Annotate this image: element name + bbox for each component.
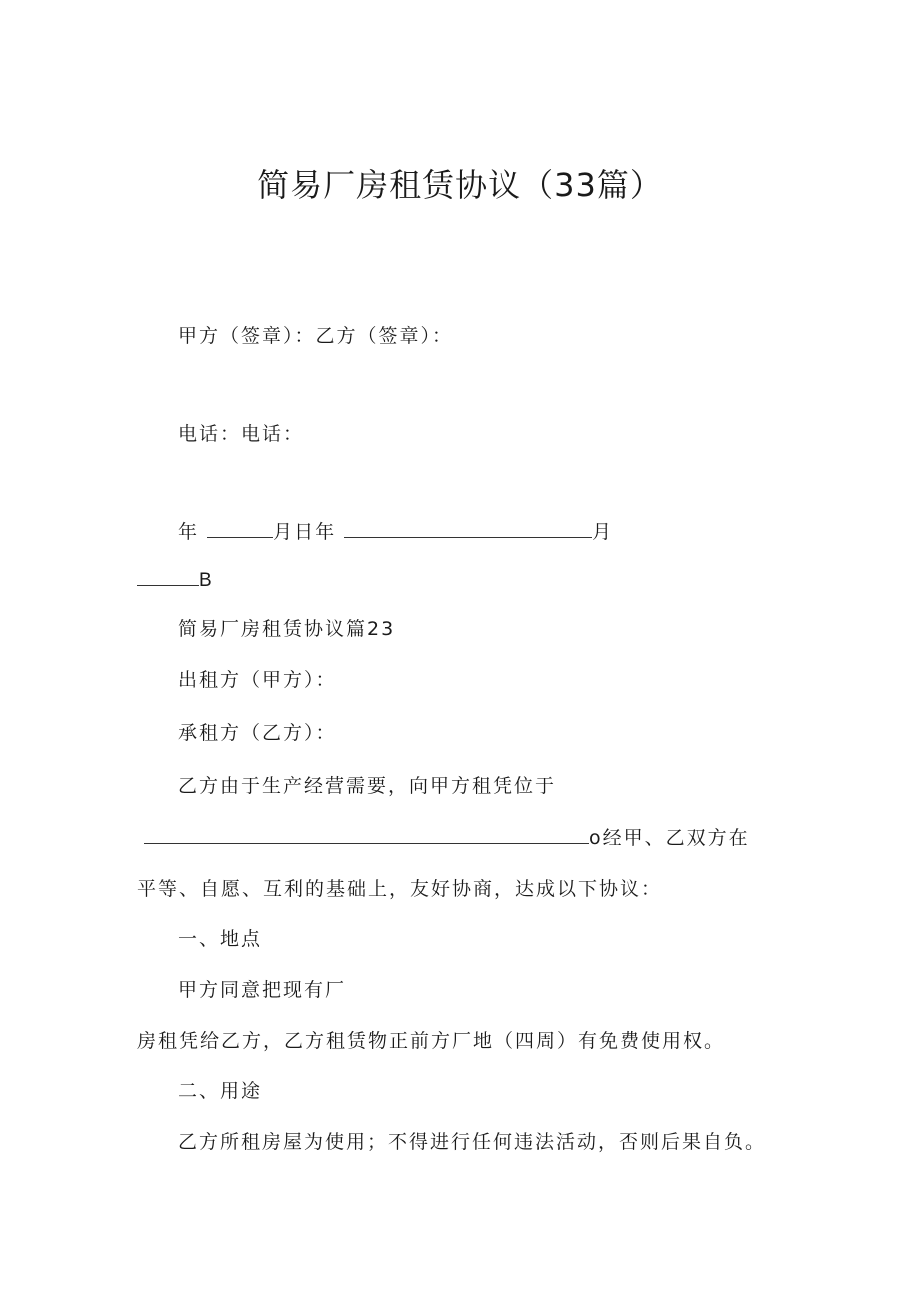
date-end: 月 [592, 521, 614, 543]
signature-date-line [178, 520, 613, 544]
date-suffix: B [199, 570, 212, 591]
date-blank-2 [344, 520, 592, 538]
lessee-label: 承租方（乙方）： [178, 722, 337, 744]
intro-line-1: 乙方由于生产经营需要，向甲方租凭位于 [178, 775, 557, 797]
clause-2-text: 乙方所租房屋为使用；不得进行任何违法活动，否则后果自负。 [178, 1131, 767, 1153]
lessor-label: 出租方（甲方）： [178, 669, 337, 691]
signature-parties: 甲方（签章）：乙方（签章）： [178, 325, 454, 347]
date-blank-1 [207, 520, 273, 538]
date-prefix: 年 [178, 521, 200, 543]
intro-line-2 [144, 826, 750, 850]
clause-2-heading: 二、用途 [178, 1080, 263, 1102]
clause-1-text-line-1: 甲方同意把现有厂 [178, 979, 347, 1001]
document-title: 简易厂房租赁协议（33篇） [257, 166, 663, 204]
clause-1-heading: 一、地点 [178, 928, 263, 950]
date-blank-3 [137, 568, 199, 586]
date-mid: 月日年 [273, 521, 337, 543]
signature-phones: 电话：电话： [178, 423, 305, 445]
intro-line-3: 平等、自愿、互利的基础上，友好协商，达成以下协议： [137, 878, 663, 900]
section-heading: 简易厂房租赁协议篇23 [178, 618, 396, 640]
location-blank [144, 826, 589, 844]
intro-line-2-tail: o经甲、乙双方在 [589, 827, 750, 849]
signature-date-continuation [137, 568, 212, 593]
clause-1-text-line-2: 房租凭给乙方，乙方租赁物正前方厂地（四周）有免费使用权。 [137, 1030, 726, 1052]
